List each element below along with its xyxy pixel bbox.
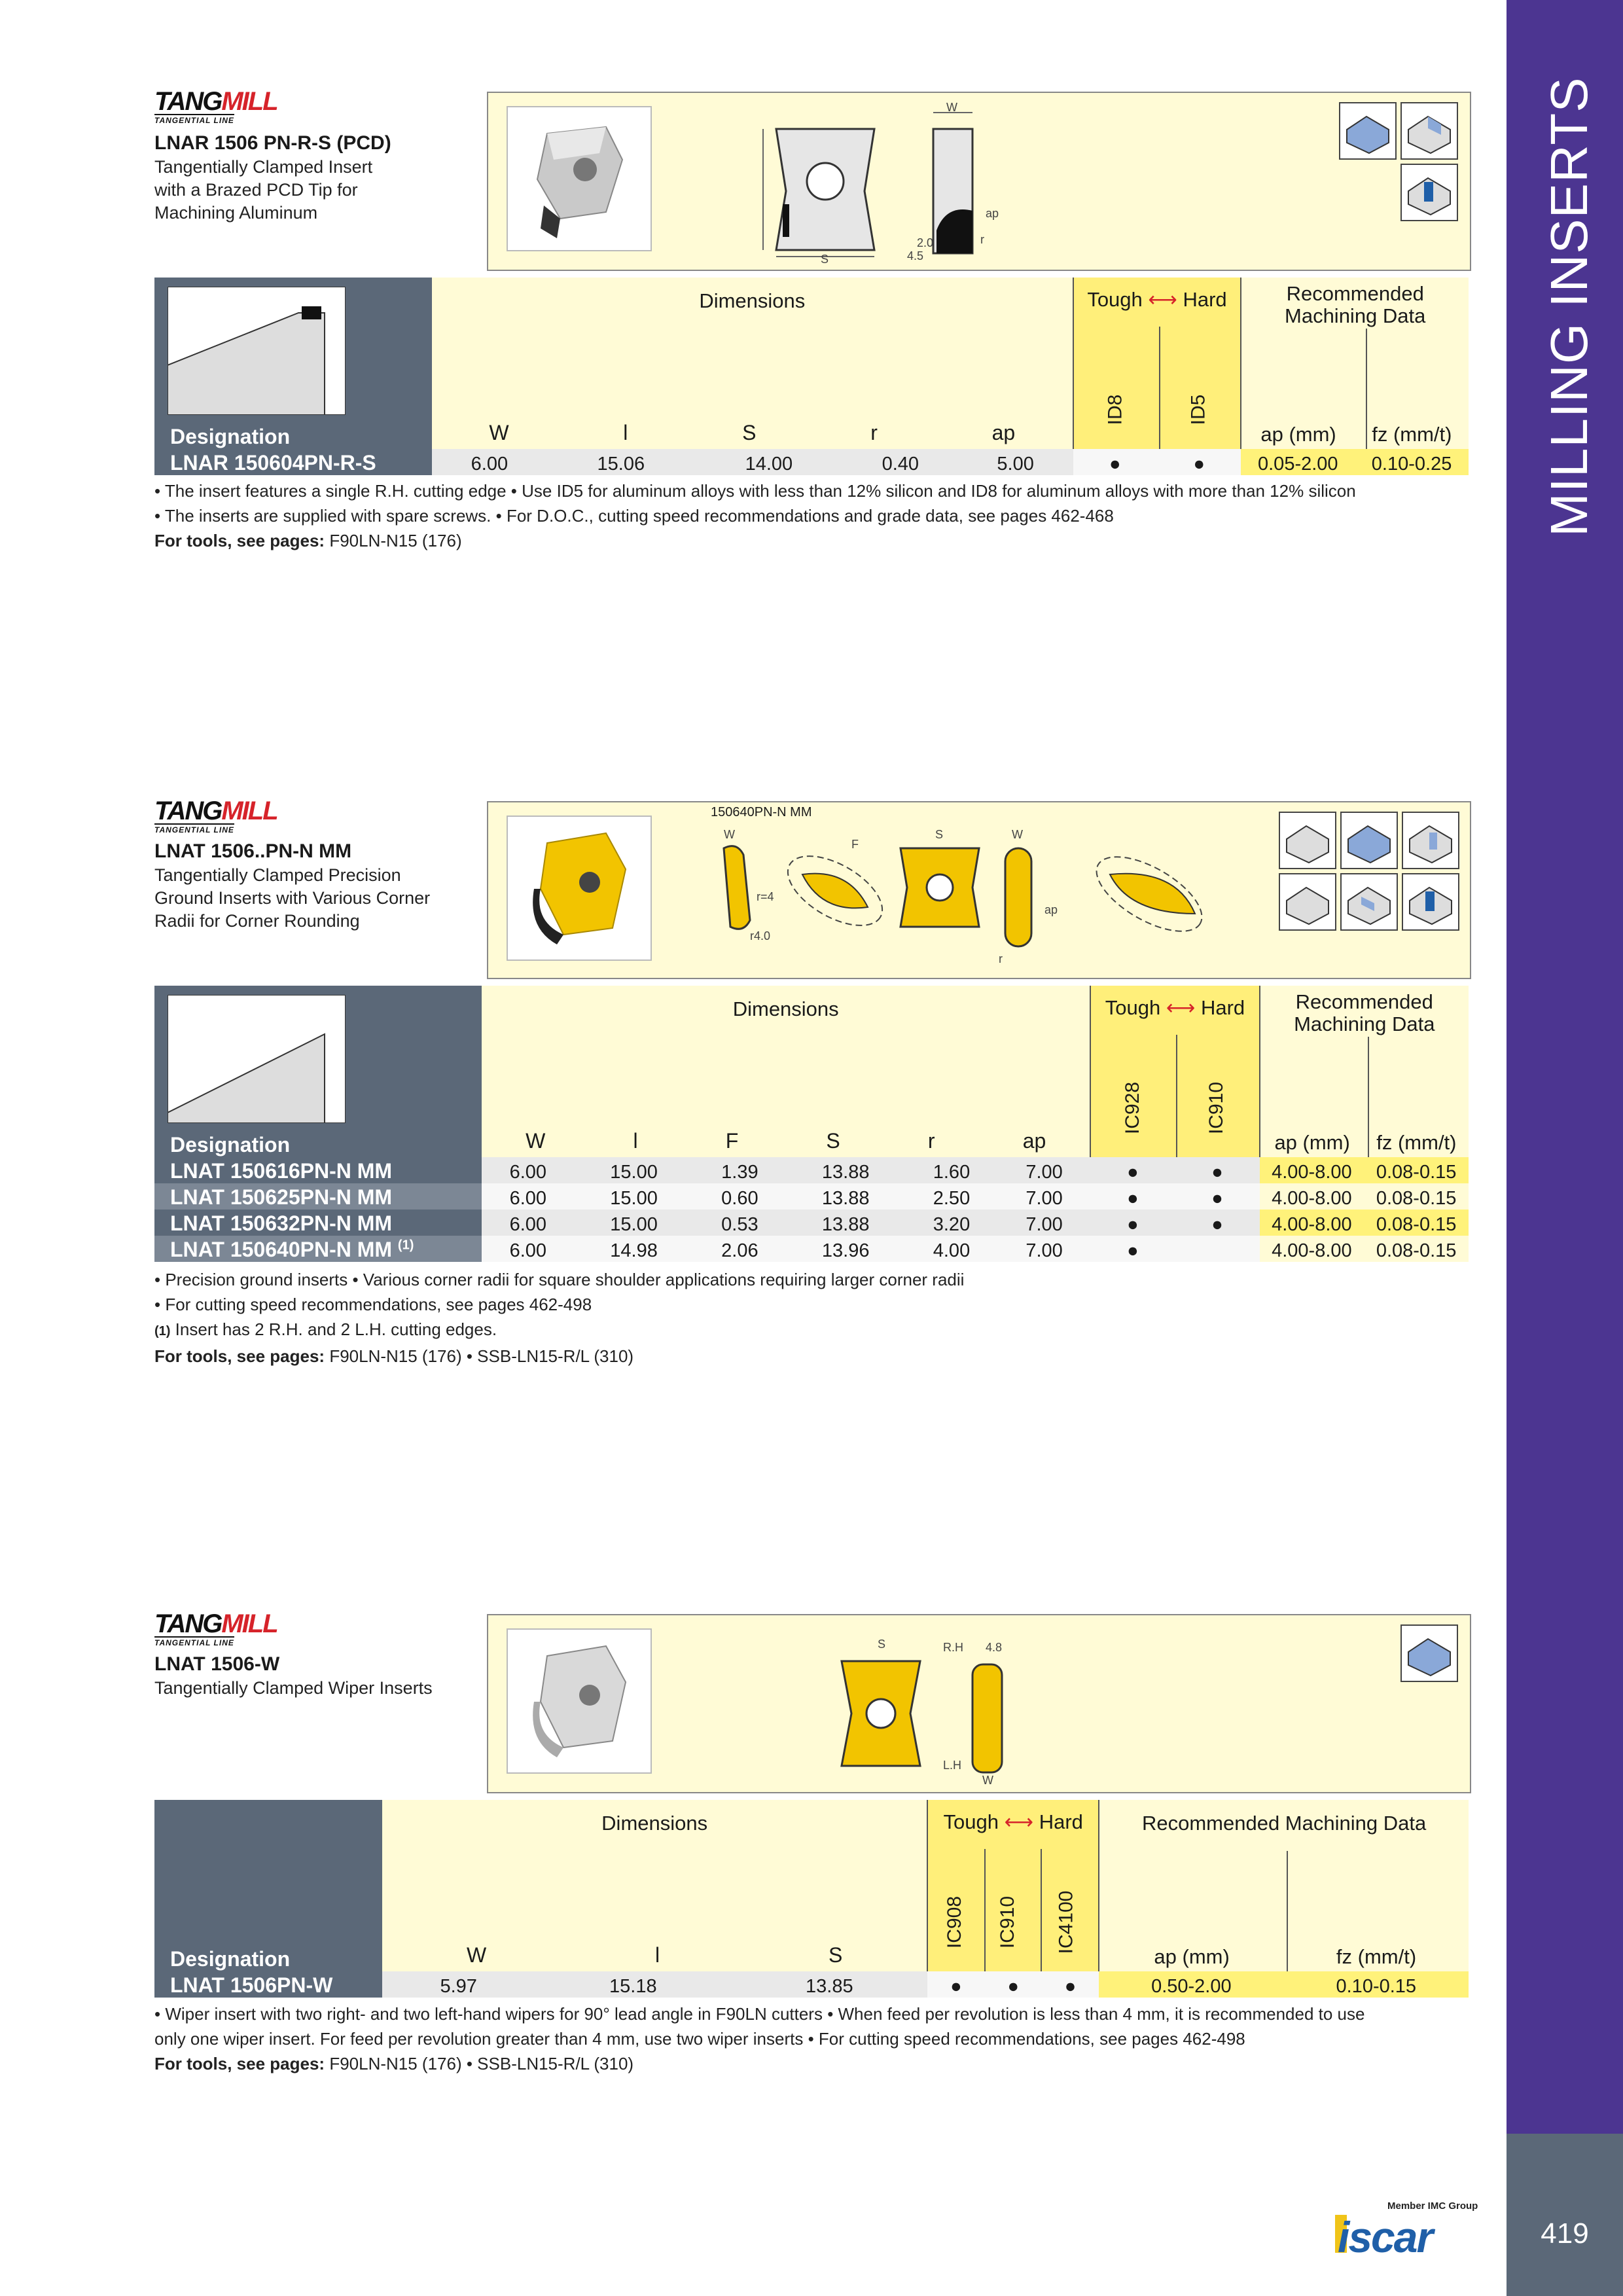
s2-r4-w: 6.00: [482, 1236, 575, 1262]
s2-dim-r40: r4.0: [750, 929, 771, 942]
s2-row4-footnote-mark: (1): [397, 1238, 414, 1253]
s3-dims-title: Dimensions: [601, 1812, 708, 1835]
s2-application-icon-3: [1402, 812, 1459, 869]
section2-insert-photo: [507, 816, 652, 961]
s2-drawing-caption: 150640PN-N MM: [711, 805, 812, 819]
s2-r1-ap: 7.00: [998, 1157, 1091, 1183]
s2-r3-rec-fz: 0.08-0.15: [1364, 1210, 1469, 1236]
s2-r4-rec-ap: 4.00-8.00: [1260, 1236, 1364, 1262]
s2-r2-w: 6.00: [482, 1183, 575, 1210]
s3-dimensions-header: [382, 1800, 927, 1971]
tangmill-a: TANG: [154, 87, 222, 116]
tangmill-logo: [154, 89, 277, 126]
section1-notes: [154, 478, 1356, 553]
section1-technical-drawing: [750, 99, 1116, 263]
s3-designation-label: Designation: [170, 1947, 291, 1971]
s1-grades-header: [1073, 278, 1241, 449]
s2-r4-rec-fz: 0.08-0.15: [1364, 1236, 1469, 1262]
s1-tools-link[interactable]: F90LN-N15 (176): [329, 531, 462, 550]
s1-application-icon-3: [1400, 164, 1458, 221]
s3-tough-hard: Tough ⟷ Hard: [943, 1810, 1083, 1833]
s2-row4-designation: [154, 1236, 482, 1262]
section3-table: [154, 1800, 1469, 1998]
s1-val-s: 14.00: [695, 449, 843, 475]
tangmill-a: TANG: [154, 1609, 222, 1638]
tangmill-logo: [154, 798, 277, 836]
page-number: 419: [1541, 2217, 1589, 2250]
s2-row1-designation: LNAT 150616PN-N MM: [154, 1157, 482, 1183]
s2-r2-rec-fz: 0.08-0.15: [1364, 1183, 1469, 1210]
table-row: [154, 1971, 1469, 1998]
page-number-box: [1507, 2134, 1623, 2296]
s2-note-3: Insert has 2 R.H. and 2 L.H. cutting edges.: [170, 1319, 497, 1339]
s2-r1-rec-ap: 4.00-8.00: [1260, 1157, 1364, 1183]
s2-row3-designation: LNAT 150632PN-N MM: [154, 1210, 482, 1236]
s2-application-icon-4: [1279, 873, 1336, 931]
s1-val-l: 15.06: [547, 449, 695, 475]
s2-r1-l: 15.00: [575, 1157, 694, 1183]
tangmill-a: TANG: [154, 797, 222, 825]
s1-val-w: 6.00: [432, 449, 547, 475]
s1-recommended-header: [1241, 278, 1469, 449]
s2-col-ap: ap: [1022, 1129, 1046, 1153]
s1-col-ap: ap: [991, 421, 1016, 444]
s2-recommended-header: [1260, 986, 1469, 1157]
s3-designation-header: [154, 1800, 382, 1971]
s2-r2-r: 2.50: [905, 1183, 998, 1210]
s2-tools-label: For tools, see pages:: [154, 1346, 325, 1366]
section2-drawing-box: [487, 801, 1471, 979]
s2-designation-header: [154, 986, 482, 1157]
s2-tough-hard: Tough ⟷ Hard: [1105, 996, 1245, 1019]
s2-r2-ic910: ●: [1175, 1183, 1259, 1210]
s2-r1-rec-fz: 0.08-0.15: [1364, 1157, 1469, 1183]
s1-val-id5: ●: [1157, 449, 1241, 475]
s1-profile-sketch: [168, 287, 346, 415]
s1-val-rec-ap: 0.05-2.00: [1241, 449, 1355, 475]
s2-dim-r4: r=4: [757, 890, 774, 903]
s2-r1-s: 13.88: [786, 1157, 905, 1183]
logo-word: iscar: [1338, 2213, 1433, 2261]
s2-dim-ap: ap: [1044, 903, 1058, 916]
section1-title: LNAR 1506 PN-R-S (PCD): [154, 132, 391, 154]
s1-dimensions-header: [432, 278, 1073, 449]
table-row: [154, 1157, 1469, 1183]
s1-grade-id5: ID5: [1187, 394, 1209, 425]
s3-val-ic908: ●: [927, 1971, 984, 1998]
s2-r1-f: 1.39: [694, 1157, 787, 1183]
s2-profile-sketch: [168, 995, 346, 1123]
table-row: [154, 1236, 1469, 1262]
s2-r2-rec-ap: 4.00-8.00: [1260, 1183, 1364, 1210]
s2-grade-ic928: IC928: [1122, 1081, 1144, 1135]
s1-val-r: 0.40: [843, 449, 958, 475]
s3-col-w: W: [466, 1943, 487, 1967]
section3-drawing-box: [487, 1614, 1471, 1793]
s2-r2-s: 13.88: [786, 1183, 905, 1210]
section1-table: [154, 278, 1469, 475]
s1-dim-d1: 2.0: [917, 236, 934, 249]
s2-application-icon-5: [1340, 873, 1398, 931]
s2-col-f: F: [725, 1129, 739, 1153]
s2-r2-ic928: ●: [1090, 1183, 1175, 1210]
s3-dim-w: W: [982, 1774, 993, 1785]
tangential-line: TANGENTIAL LINE: [154, 823, 234, 834]
s2-row2-designation: LNAT 150625PN-N MM: [154, 1183, 482, 1210]
tangential-line: TANGENTIAL LINE: [154, 1636, 234, 1647]
s2-r4-f: 2.06: [694, 1236, 787, 1262]
s3-val-s: 13.85: [731, 1971, 927, 1998]
s3-note-2: only one wiper insert. For feed per revolution greater than 4 mm, use two wiper inserts • For cutting speed recommendations, see pages 462-498: [154, 2029, 1245, 2049]
s2-r3-s: 13.88: [786, 1210, 905, 1236]
s2-r3-l: 15.00: [575, 1210, 694, 1236]
section2-notes: [154, 1267, 964, 1369]
s3-grade-ic4100: IC4100: [1055, 1890, 1077, 1954]
s2-r3-r: 3.20: [905, 1210, 998, 1236]
s2-application-icon-1: [1279, 812, 1336, 869]
s2-col-l: l: [633, 1129, 638, 1153]
s2-r1-ic910: ●: [1175, 1157, 1259, 1183]
s2-r4-ap: 7.00: [998, 1236, 1091, 1262]
s1-designation-header: [154, 278, 432, 449]
s3-col-s: S: [829, 1943, 843, 1967]
table-row: [154, 1210, 1469, 1236]
s3-rec-title: Recommended Machining Data: [1141, 1812, 1427, 1835]
s2-dim-w: W: [724, 828, 735, 841]
s2-r4-s: 13.96: [786, 1236, 905, 1262]
section3-insert-photo: [507, 1628, 652, 1774]
s1-col-r: r: [870, 421, 878, 444]
s2-application-icon-6: [1402, 873, 1459, 931]
s2-r1-ic928: ●: [1090, 1157, 1175, 1183]
s3-val-ic910: ●: [985, 1971, 1042, 1998]
s2-dim-s: S: [935, 828, 944, 841]
s1-note-1: • The insert features a single R.H. cutting edge • Use ID5 for aluminum alloys with less than 12% silicon and ID8 for aluminum alloys with more than 12% silicon: [154, 481, 1356, 501]
section1-drawing-box: [487, 92, 1471, 271]
section3-description: Tangentially Clamped Wiper Inserts: [154, 1678, 433, 1698]
s2-rec-ap: ap (mm): [1274, 1131, 1350, 1154]
section3-notes: [154, 2001, 1364, 2076]
s2-dim-w2: W: [1012, 828, 1023, 841]
s1-val-rec-fz: 0.10-0.25: [1355, 449, 1469, 475]
iscar-logo: [1335, 2200, 1479, 2259]
s2-tools-link[interactable]: F90LN-N15 (176) • SSB-LN15-R/L (310): [329, 1346, 634, 1366]
s3-dim-d: 4.8: [986, 1641, 1003, 1654]
s3-row-designation: LNAT 1506PN-W: [154, 1971, 382, 1998]
s2-r4-ic910: [1175, 1236, 1259, 1262]
s2-dim-f: F: [851, 838, 859, 851]
s3-dim-s: S: [878, 1638, 886, 1651]
s2-r1-w: 6.00: [482, 1157, 575, 1183]
s3-grade-ic908: IC908: [943, 1895, 965, 1949]
s1-dim-r: r: [980, 233, 984, 246]
s1-tools-label: For tools, see pages:: [154, 531, 325, 550]
s2-r2-f: 0.60: [694, 1183, 787, 1210]
s1-designation-label: Designation: [170, 425, 291, 448]
section1-insert-photo: [507, 106, 652, 251]
s2-r3-w: 6.00: [482, 1210, 575, 1236]
s2-r3-ap: 7.00: [998, 1210, 1091, 1236]
logo-member-text: Member IMC Group: [1387, 2200, 1478, 2212]
s2-r3-ic910: ●: [1175, 1210, 1259, 1236]
s2-r3-rec-ap: 4.00-8.00: [1260, 1210, 1364, 1236]
s1-application-icon-2: [1400, 102, 1458, 160]
s2-dims-title: Dimensions: [732, 997, 839, 1020]
s2-r2-l: 15.00: [575, 1183, 694, 1210]
s3-tools-label: For tools, see pages:: [154, 2054, 325, 2073]
s2-note-1: • Precision ground inserts • Various corner radii for square shoulder applications requiring larger corner radii: [154, 1270, 965, 1289]
s2-r2-ap: 7.00: [998, 1183, 1091, 1210]
s1-note-2: • The inserts are supplied with spare screws. • For D.O.C., cutting speed recommendations and grade data, see pages 462-468: [154, 506, 1114, 526]
s1-rec-fz: fz (mm/t): [1372, 423, 1452, 446]
s2-r1-r: 1.60: [905, 1157, 998, 1183]
s1-rec-title: Recommended Machining Data: [1285, 282, 1426, 327]
s1-col-l: l: [623, 421, 628, 444]
s2-note-2: • For cutting speed recommendations, see pages 462-498: [154, 1295, 592, 1314]
s1-val-id8: ●: [1073, 449, 1157, 475]
section3-title: LNAT 1506-W: [154, 1653, 280, 1675]
s2-r3-ic928: ●: [1090, 1210, 1175, 1236]
s1-val-ap: 5.00: [958, 449, 1073, 475]
s1-col-s: S: [742, 421, 757, 444]
s2-col-r: r: [927, 1129, 935, 1153]
s3-rec-ap: ap (mm): [1154, 1945, 1230, 1968]
s3-dim-rh: R.H: [943, 1641, 963, 1654]
s2-r4-l: 14.98: [575, 1236, 694, 1262]
section2-table: [154, 986, 1469, 1262]
section2-description: Tangentially Clamped Precision Ground Inserts with Various Corner Radii for Corner Rounding: [154, 865, 431, 931]
tangmill-b: MILL: [221, 797, 277, 825]
s3-val-l: 15.18: [535, 1971, 731, 1998]
s2-dim-r: r: [999, 952, 1003, 965]
s3-val-ic4100: ●: [1042, 1971, 1099, 1998]
s2-r4-r: 4.00: [905, 1236, 998, 1262]
section2-technical-drawing: [704, 822, 1274, 973]
s1-dim-w: W: [946, 101, 957, 114]
s1-dims-title: Dimensions: [699, 289, 806, 312]
tangmill-logo: [154, 1611, 277, 1649]
s2-application-icon-2: [1340, 812, 1398, 869]
s2-dimensions-header: [482, 986, 1090, 1157]
s1-rec-ap: ap (mm): [1260, 423, 1336, 446]
s1-dim-s: S: [821, 253, 829, 263]
s3-col-l: l: [655, 1943, 660, 1967]
s3-grades-header: [927, 1800, 1099, 1971]
section3-technical-drawing: [829, 1628, 1051, 1785]
s2-r4-ic928: ●: [1090, 1236, 1175, 1262]
table-row: [154, 1183, 1469, 1210]
s3-val-rec-ap: 0.50-2.00: [1099, 1971, 1283, 1998]
section2-title: LNAT 1506..PN-N MM: [154, 840, 352, 862]
s2-designation-label: Designation: [170, 1133, 291, 1157]
tangential-line: TANGENTIAL LINE: [154, 114, 234, 125]
s1-col-w: W: [489, 421, 509, 444]
s3-dim-lh: L.H: [943, 1759, 962, 1772]
s2-rec-fz: fz (mm/t): [1376, 1131, 1457, 1154]
s2-col-w: W: [526, 1129, 546, 1153]
s2-grades-header: [1090, 986, 1259, 1157]
s3-val-w: 5.97: [382, 1971, 535, 1998]
s3-application-icon-1: [1400, 1624, 1458, 1682]
s1-application-icon-1: [1339, 102, 1397, 160]
s2-row4-name: LNAT 150640PN-N MM: [170, 1238, 393, 1261]
s3-grade-ic910: IC910: [996, 1895, 1018, 1949]
s3-tools-link[interactable]: F90LN-N15 (176) • SSB-LN15-R/L (310): [329, 2054, 634, 2073]
sidebar-title: MILLING INSERTS: [1540, 77, 1598, 537]
s1-tough-hard: Tough ⟷ Hard: [1087, 288, 1227, 311]
s2-r3-f: 0.53: [694, 1210, 787, 1236]
s3-note-1: • Wiper insert with two right- and two left-hand wipers for 90° lead angle in F90LN cutters • When feed per revolution is less than 4 mm, it is recommended to use: [154, 2004, 1365, 2024]
s1-grade-id8: ID8: [1104, 394, 1126, 425]
s1-dim-d2: 4.5: [907, 249, 924, 262]
s2-note-3-mark: (1): [154, 1324, 171, 1338]
s2-grade-ic910: IC910: [1205, 1081, 1228, 1135]
s3-rec-fz: fz (mm/t): [1336, 1945, 1417, 1968]
tangmill-b: MILL: [221, 1609, 277, 1638]
s3-val-rec-fz: 0.10-0.15: [1284, 1971, 1469, 1998]
s1-row-designation: LNAR 150604PN-R-S: [154, 449, 432, 475]
s2-col-s: S: [826, 1129, 840, 1153]
s2-rec-title: Recommended Machining Data: [1294, 990, 1435, 1035]
tangmill-b: MILL: [221, 87, 277, 116]
table-row: [154, 449, 1469, 475]
s3-recommended-header: [1099, 1800, 1469, 1971]
section1-description: Tangentially Clamped Insert with a Brazed PCD Tip for Machining Aluminum: [154, 157, 373, 223]
s1-dim-ap: ap: [986, 207, 999, 220]
